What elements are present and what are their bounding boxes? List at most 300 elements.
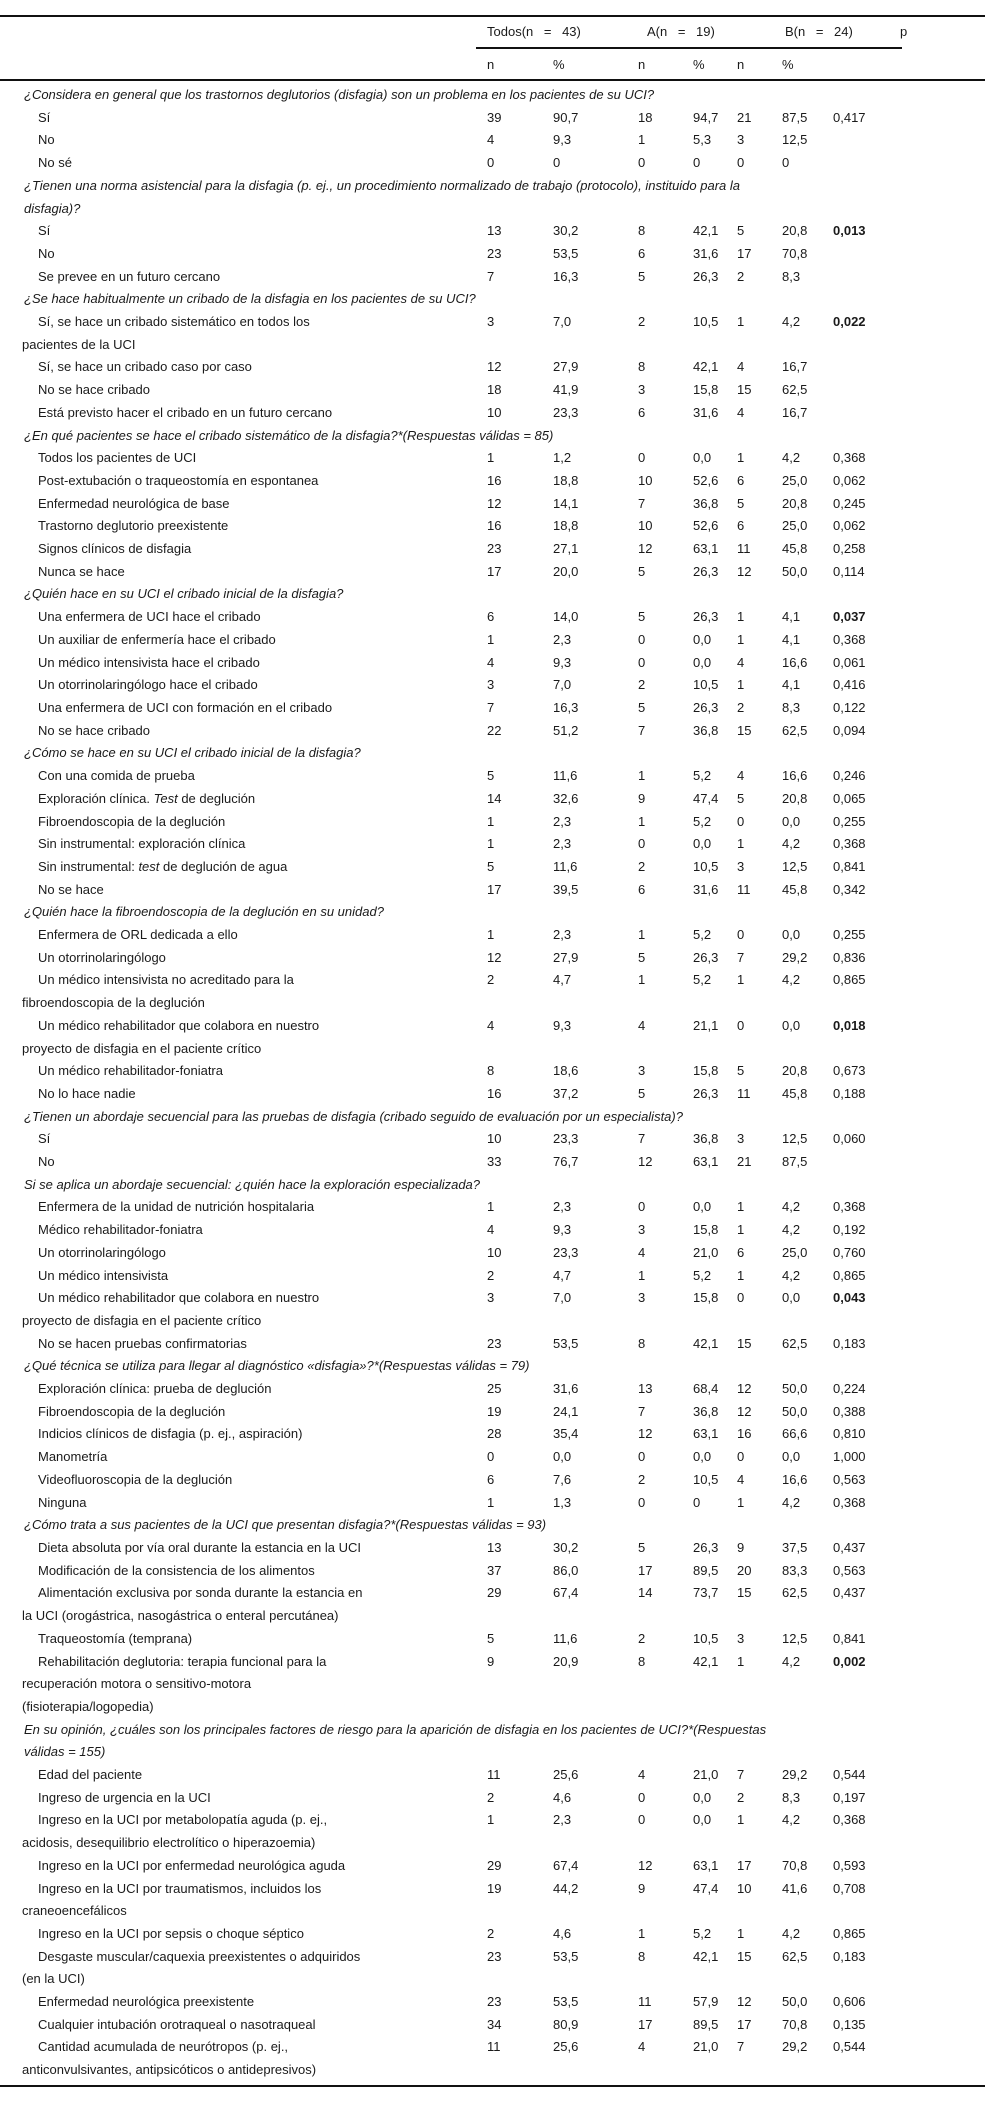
a-n: 3 <box>638 1063 646 1079</box>
b-n: 15 <box>737 1335 752 1351</box>
todos-n: 29 <box>487 1857 502 1873</box>
b-pct: 4,2 <box>782 836 801 852</box>
row-label-line: Con una comida de prueba <box>38 768 195 784</box>
a-pct: 26,3 <box>693 609 719 625</box>
a-pct: 0,0 <box>693 1199 712 1215</box>
row-label-line: Sí, se hace un cribado sistemático en todos los <box>38 314 310 330</box>
todos-pct: 27,9 <box>553 949 579 965</box>
b-n: 15 <box>737 1948 752 1964</box>
row-label <box>0 1764 487 1787</box>
b-pct: 16,6 <box>782 654 808 670</box>
todos-n: 4 <box>487 1017 495 1033</box>
row-label-line: Un médico rehabilitador que colabora en nuestro <box>38 1017 320 1033</box>
table-row <box>0 1015 1000 1060</box>
a-n: 4 <box>638 1244 646 1260</box>
b-n: 1 <box>737 1267 745 1283</box>
todos-n: 23 <box>487 541 502 557</box>
b-pct: 20,8 <box>782 1063 808 1079</box>
p-value: 0,224 <box>833 1381 866 1397</box>
b-pct: 37,5 <box>782 1540 808 1555</box>
question-line: ¿Se hace habitualmente un cribado de la disfagia en los pacientes de su UCI? <box>24 291 476 307</box>
b-n: 17 <box>737 2016 752 2032</box>
a-pct: 15,8 <box>693 382 719 398</box>
todos-pct: 9,3 <box>553 1017 572 1033</box>
b-pct: 12,5 <box>782 132 808 148</box>
p-value: 0,192 <box>833 1222 866 1238</box>
a-n: 12 <box>638 541 653 557</box>
todos-n: 25 <box>487 1381 502 1397</box>
table-row <box>0 856 1000 879</box>
b-pct: 4,2 <box>782 1925 801 1941</box>
a-n: 12 <box>638 1857 653 1873</box>
a-n: 2 <box>638 858 646 874</box>
b-n: 7 <box>737 2039 745 2055</box>
todos-pct: 67,4 <box>553 1857 579 1873</box>
row-label-line: Una enfermera de UCI con formación en el cribado <box>38 699 333 715</box>
table-row <box>0 811 1000 834</box>
row-label-line: Un otorrinolaringólogo <box>38 949 166 965</box>
p-value: 1,000 <box>833 1449 866 1465</box>
a-pct: 36,8 <box>693 1403 719 1419</box>
a-n: 0 <box>638 631 646 647</box>
row-label <box>0 243 487 266</box>
todos-n: 22 <box>487 722 502 738</box>
p-value: 0,416 <box>833 677 866 693</box>
p-value: 0,342 <box>833 881 866 897</box>
a-pct: 5,2 <box>693 1267 712 1283</box>
p-value: 0,368 <box>833 1494 866 1510</box>
bottom-rule <box>0 2085 985 2087</box>
question-line: ¿Cómo se hace en su UCI el cribado inicial de la disfagia? <box>24 745 361 761</box>
b-n: 2 <box>737 699 745 715</box>
a-pct: 0,0 <box>693 450 712 466</box>
table-row <box>0 402 1000 425</box>
todos-pct: 14,1 <box>553 495 579 511</box>
table-row <box>0 561 1000 584</box>
table-row <box>0 129 1000 152</box>
todos-pct: 30,2 <box>553 223 579 239</box>
todos-pct: 4,7 <box>553 972 572 988</box>
p-value: 0,673 <box>833 1063 866 1079</box>
a-n: 0 <box>638 155 646 171</box>
table-row <box>0 2036 1000 2081</box>
header-sub-pct: % <box>782 57 794 72</box>
table-body <box>0 84 1000 2082</box>
b-n: 0 <box>737 1017 745 1033</box>
row-label-line: Ingreso en la UCI por metabolopatía aguda (p. ej., <box>38 1812 328 1828</box>
todos-n: 23 <box>487 1335 502 1351</box>
row-label <box>0 129 487 152</box>
a-pct: 10,5 <box>693 858 719 874</box>
b-pct: 16,7 <box>782 359 808 375</box>
b-pct: 50,0 <box>782 563 808 579</box>
a-pct: 5,2 <box>693 1925 712 1941</box>
p-value: 0,865 <box>833 1267 866 1283</box>
todos-pct: 11,6 <box>553 858 578 874</box>
todos-n: 4 <box>487 132 495 148</box>
a-pct: 68,4 <box>693 1381 719 1397</box>
p-value: 0,245 <box>833 495 866 511</box>
row-label-line: Exploración clínica: prueba de deglución <box>38 1381 272 1397</box>
row-label <box>0 311 487 356</box>
b-pct: 45,8 <box>782 541 808 557</box>
b-n: 1 <box>737 1222 745 1238</box>
header-sub-pct: % <box>553 57 565 72</box>
p-value: 0,018 <box>833 1017 866 1033</box>
table-row <box>0 1628 1000 1651</box>
a-pct: 26,3 <box>693 949 719 965</box>
todos-n: 0 <box>487 1449 495 1465</box>
row-label <box>0 606 487 629</box>
b-pct: 66,6 <box>782 1426 808 1442</box>
label-segment: de deglución de agua <box>159 858 288 874</box>
a-pct: 0 <box>693 1494 701 1510</box>
label-segment: de deglución <box>177 790 256 806</box>
b-n: 1 <box>737 1812 745 1828</box>
row-label <box>0 1015 487 1060</box>
todos-n: 4 <box>487 1222 495 1238</box>
b-pct: 12,5 <box>782 1131 808 1147</box>
a-n: 12 <box>638 1154 653 1170</box>
row-label-line: la UCI (orogástrica, nasogástrica o enteral percutánea) <box>22 1608 339 1624</box>
p-value: 0,437 <box>833 1585 866 1601</box>
a-n: 9 <box>638 1880 646 1896</box>
row-label-line: No se hace cribado <box>38 722 151 738</box>
a-pct: 26,3 <box>693 268 719 284</box>
a-pct: 5,3 <box>693 132 712 148</box>
a-n: 1 <box>638 1925 646 1941</box>
table-row <box>0 697 1000 720</box>
row-label-line: Manometría <box>38 1449 108 1465</box>
todos-pct: 53,5 <box>553 1948 579 1964</box>
p-value: 0,062 <box>833 518 866 534</box>
p-value <box>833 402 983 425</box>
row-label <box>0 1060 487 1083</box>
p-value <box>833 266 983 289</box>
todos-n: 37 <box>487 1562 502 1578</box>
b-pct: 4,1 <box>782 631 801 647</box>
a-pct: 0,0 <box>693 631 712 647</box>
row-label-line: Edad del paciente <box>38 1767 143 1783</box>
a-pct: 94,7 <box>693 109 719 125</box>
section-question <box>0 1514 1000 1537</box>
todos-n: 2 <box>487 1789 495 1805</box>
label-segment: Exploración clínica. <box>38 790 154 806</box>
table-row <box>0 969 1000 1014</box>
row-label-line: Desgaste muscular/caquexia preexistentes o adquiridos <box>38 1948 361 1964</box>
top-rule <box>0 15 985 17</box>
row-label <box>0 1809 487 1854</box>
row-label-line: proyecto de disfagia en el paciente crítico <box>22 1312 262 1328</box>
p-value <box>833 379 983 402</box>
question-line: ¿Tienen un abordaje secuencial para las pruebas de disfagia (cribado seguido de evaluación por un especialista)? <box>24 1108 683 1124</box>
b-n: 9 <box>737 1540 745 1555</box>
a-pct: 10,5 <box>693 314 719 330</box>
todos-n: 18 <box>487 382 502 398</box>
a-pct: 36,8 <box>693 722 719 738</box>
table-row <box>0 379 1000 402</box>
row-label-line: Se prevee en un futuro cercano <box>38 268 221 284</box>
a-n: 1 <box>638 927 646 943</box>
a-pct: 36,8 <box>693 495 719 511</box>
todos-n: 28 <box>487 1426 502 1442</box>
b-pct: 20,8 <box>782 495 808 511</box>
b-pct: 4,2 <box>782 1199 801 1215</box>
b-n: 6 <box>737 472 745 488</box>
row-label <box>0 1151 487 1174</box>
b-n: 10 <box>737 1880 752 1896</box>
todos-pct: 18,8 <box>553 472 579 488</box>
b-n: 4 <box>737 404 745 420</box>
header-rule <box>0 79 985 81</box>
todos-n: 6 <box>487 609 495 625</box>
b-n: 5 <box>737 1063 745 1079</box>
todos-pct: 41,9 <box>553 382 579 398</box>
row-label <box>0 879 487 902</box>
todos-n: 33 <box>487 1154 502 1170</box>
p-value: 0,258 <box>833 541 866 557</box>
b-n: 17 <box>737 245 752 261</box>
p-value: 0,563 <box>833 1471 866 1487</box>
p-value: 0,094 <box>833 722 866 738</box>
a-pct: 89,5 <box>693 2016 719 2032</box>
row-label <box>0 1582 487 1627</box>
b-pct: 4,2 <box>782 1812 801 1828</box>
question-line: válidas = 155) <box>24 1744 106 1760</box>
row-label <box>0 379 487 402</box>
p-value <box>833 356 983 379</box>
todos-pct: 2,3 <box>553 927 572 943</box>
p-value: 0,255 <box>833 813 866 829</box>
a-pct: 31,6 <box>693 404 719 420</box>
p-value: 0,060 <box>833 1131 866 1147</box>
p-value: 0,544 <box>833 2039 866 2055</box>
a-pct: 42,1 <box>693 223 719 239</box>
row-label-line: Un médico rehabilitador que colabora en nuestro <box>38 1290 320 1306</box>
b-n: 6 <box>737 1244 745 1260</box>
b-n: 4 <box>737 1471 745 1487</box>
a-n: 6 <box>638 404 646 420</box>
table-row <box>0 1151 1000 1174</box>
row-label-line: Dieta absoluta por vía oral durante la estancia en la UCI <box>38 1540 362 1555</box>
todos-pct: 4,6 <box>553 1789 572 1805</box>
a-n: 0 <box>638 1494 646 1510</box>
table-row <box>0 924 1000 947</box>
header-sub-n: n <box>487 57 495 72</box>
todos-pct: 18,6 <box>553 1063 579 1079</box>
table-row <box>0 1946 1000 1991</box>
b-n: 16 <box>737 1426 752 1442</box>
row-label-line: Un auxiliar de enfermería hace el cribado <box>38 631 276 647</box>
p-value: 0,183 <box>833 1948 866 1964</box>
row-label <box>0 1378 487 1401</box>
todos-pct: 9,3 <box>553 654 572 670</box>
a-n: 3 <box>638 382 646 398</box>
row-label-line: No lo hace nadie <box>38 1085 136 1101</box>
row-label <box>0 1651 487 1719</box>
todos-n: 1 <box>487 1494 495 1510</box>
p-value: 0,368 <box>833 1812 866 1828</box>
p-value: 0,022 <box>833 314 866 330</box>
table-row <box>0 107 1000 130</box>
table-row <box>0 606 1000 629</box>
row-label-line: Ingreso en la UCI por enfermedad neurológica aguda <box>38 1857 346 1873</box>
section-question <box>0 1719 1000 1764</box>
b-n: 4 <box>737 654 745 670</box>
table-row <box>0 788 1000 811</box>
a-n: 2 <box>638 314 646 330</box>
a-n: 1 <box>638 132 646 148</box>
b-pct: 25,0 <box>782 1244 808 1260</box>
todos-pct: 2,3 <box>553 813 572 829</box>
a-pct: 47,4 <box>693 790 719 806</box>
p-value: 0,062 <box>833 472 866 488</box>
row-label-line: Modificación de la consistencia de los alimentos <box>38 1562 315 1578</box>
todos-pct: 11,6 <box>553 768 578 784</box>
section-question <box>0 583 1000 606</box>
a-pct: 15,8 <box>693 1222 719 1238</box>
table-row <box>0 1764 1000 1787</box>
todos-pct: 23,3 <box>553 404 579 420</box>
row-label <box>0 1492 487 1515</box>
todos-n: 34 <box>487 2016 502 2032</box>
a-n: 3 <box>638 1222 646 1238</box>
row-label-line: Un otorrinolaringólogo hace el cribado <box>38 677 258 693</box>
a-pct: 89,5 <box>693 1562 719 1578</box>
row-label-line: Signos clínicos de disfagia <box>38 541 192 557</box>
a-pct: 0,0 <box>693 836 712 852</box>
p-value: 0,037 <box>833 609 866 625</box>
todos-n: 14 <box>487 790 502 806</box>
row-label <box>0 697 487 720</box>
todos-n: 7 <box>487 268 495 284</box>
b-n: 1 <box>737 677 745 693</box>
p-value: 0,417 <box>833 109 866 125</box>
todos-n: 7 <box>487 699 495 715</box>
row-label-line: No sé <box>38 155 72 171</box>
p-value: 0,368 <box>833 836 866 852</box>
todos-n: 10 <box>487 1244 502 1260</box>
a-n: 8 <box>638 359 646 375</box>
header-group-todos: Todos(n = 43) <box>487 24 581 39</box>
p-value: 0,437 <box>833 1540 866 1555</box>
b-pct: 4,2 <box>782 1222 801 1238</box>
todos-n: 23 <box>487 1948 502 1964</box>
a-n: 0 <box>638 1449 646 1465</box>
p-value: 0,061 <box>833 654 866 670</box>
b-n: 6 <box>737 518 745 534</box>
a-n: 7 <box>638 1403 646 1419</box>
p-value: 0,114 <box>833 563 865 579</box>
a-pct: 0 <box>693 155 701 171</box>
todos-n: 11 <box>487 1767 501 1783</box>
todos-pct: 11,6 <box>553 1630 578 1646</box>
question-line: ¿Cómo trata a sus pacientes de la UCI que presentan disfagia?*(Respuestas válidas = 93) <box>24 1517 547 1533</box>
b-pct: 0,0 <box>782 1017 801 1033</box>
a-n: 5 <box>638 1085 646 1101</box>
a-n: 6 <box>638 881 646 897</box>
a-pct: 10,5 <box>693 677 719 693</box>
row-label <box>0 152 487 175</box>
todos-n: 1 <box>487 631 495 647</box>
p-value: 0,002 <box>833 1653 866 1669</box>
table-row <box>0 1196 1000 1219</box>
todos-pct: 86,0 <box>553 1562 579 1578</box>
b-pct: 70,8 <box>782 2016 808 2032</box>
todos-n: 5 <box>487 1630 495 1646</box>
row-label-line: Post-extubación o traqueostomía en espontanea <box>38 472 319 488</box>
a-pct: 21,1 <box>693 1017 719 1033</box>
row-label-line <box>0 788 487 811</box>
row-label <box>0 1401 487 1424</box>
table-row <box>0 1128 1000 1151</box>
todos-n: 12 <box>487 495 502 511</box>
a-pct: 42,1 <box>693 359 719 375</box>
b-n: 21 <box>737 109 752 125</box>
p-value: 0,836 <box>833 949 866 965</box>
row-label-line: No <box>38 245 55 261</box>
todos-pct: 27,9 <box>553 359 579 375</box>
b-pct: 29,2 <box>782 1767 808 1783</box>
b-pct: 62,5 <box>782 1585 808 1601</box>
todos-pct: 35,4 <box>553 1426 579 1442</box>
a-n: 2 <box>638 677 646 693</box>
todos-n: 2 <box>487 1925 495 1941</box>
table-row <box>0 1333 1000 1356</box>
p-value: 0,368 <box>833 1199 866 1215</box>
b-pct: 62,5 <box>782 1335 808 1351</box>
todos-n: 16 <box>487 518 502 534</box>
table-row <box>0 629 1000 652</box>
a-n: 0 <box>638 1812 646 1828</box>
a-pct: 15,8 <box>693 1063 719 1079</box>
row-label-line: Un médico rehabilitador-foniatra <box>38 1063 223 1079</box>
row-label-line: Sí, se hace un cribado caso por caso <box>38 359 252 375</box>
table-row <box>0 1537 1000 1560</box>
p-value: 0,246 <box>833 768 866 784</box>
b-pct: 4,2 <box>782 314 801 330</box>
row-label <box>0 674 487 697</box>
table-row <box>0 1582 1000 1627</box>
b-pct: 25,0 <box>782 518 808 534</box>
row-label <box>0 1196 487 1219</box>
row-label <box>0 969 487 1014</box>
todos-n: 3 <box>487 677 495 693</box>
b-pct: 4,2 <box>782 972 801 988</box>
a-n: 7 <box>638 722 646 738</box>
a-n: 0 <box>638 1199 646 1215</box>
b-n: 0 <box>737 813 745 829</box>
b-pct: 50,0 <box>782 1381 808 1397</box>
a-pct: 21,0 <box>693 1244 719 1260</box>
b-pct: 4,1 <box>782 609 801 625</box>
p-value: 0,388 <box>833 1403 866 1419</box>
row-label-line: Cualquier intubación orotraqueal o nasotraqueal <box>38 2016 316 2032</box>
a-n: 4 <box>638 2039 646 2055</box>
a-n: 2 <box>638 1630 646 1646</box>
table-row <box>0 1242 1000 1265</box>
todos-n: 12 <box>487 359 502 375</box>
b-pct: 50,0 <box>782 1403 808 1419</box>
question-line: disfagia)? <box>24 200 81 216</box>
section-question <box>0 175 1000 220</box>
table-row <box>0 266 1000 289</box>
a-n: 2 <box>638 1471 646 1487</box>
b-n: 15 <box>737 722 752 738</box>
italic-term: test <box>138 858 160 874</box>
section-question <box>0 84 1000 107</box>
row-label <box>0 1946 487 1991</box>
